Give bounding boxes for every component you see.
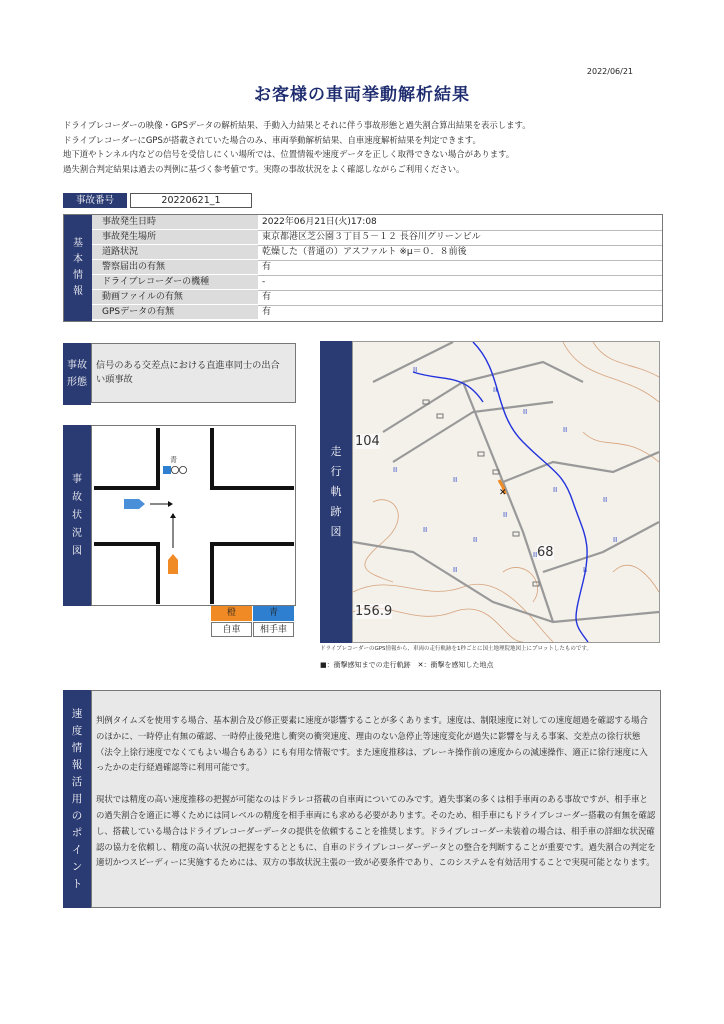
track-side-label: 走 行 軌 跡 図 xyxy=(320,341,352,643)
svg-text:II: II xyxy=(493,386,498,394)
page-title: お客様の車両挙動解析結果 xyxy=(254,85,470,105)
map-graphic xyxy=(353,342,659,642)
intersection-diagram xyxy=(92,426,295,605)
points-paragraph: 現状では精度の高い速度推移の把握が可能なのはドラレコ搭載の自車両についてのみです。過失事案の多くは相手車両のある事故ですが、相手車との過失割合を適正に導くためには同レベルの精度を相手車両にも求める必要があります。そのため、相手車にもドライブレコーダー搭載の有無を確認し、搭載している場合はドライブレコーダーデータの提供を依頼することを推奨します。ドライブレコーダー未装着の場合は、相手車の詳細な状況確認の協力を依頼し、精度の高い状況の把握をするとともに、自車のドライブレコーダーデータとの整合を判断することが重要です。過失割合の判定を適切かつスピーディーに実施するためには、双方の事故状況主張の一致が必要条件であり、このシステムを有効活用することで実現可能となります。 xyxy=(96,794,656,868)
svg-text:II: II xyxy=(473,536,478,544)
accident-diagram xyxy=(91,425,296,606)
svg-text:II: II xyxy=(553,486,558,494)
svg-text:II: II xyxy=(613,536,618,544)
svg-text:II: II xyxy=(393,466,398,474)
svg-text:II: II xyxy=(413,366,418,374)
legend-own-label: 自車 xyxy=(211,622,252,637)
info-row-police: 警察届出の有無 有 xyxy=(92,260,662,276)
report-date: 2022/06/21 xyxy=(586,67,633,76)
info-row-road: 道路状況 乾燥した（普通の）アスファルト ※μ＝０．８前後 xyxy=(92,245,662,261)
other-car-icon xyxy=(124,499,173,509)
map-elevation-label: 104 xyxy=(355,434,380,449)
info-row-recorder-model: ドライブレコーダーの機種 - xyxy=(92,275,662,291)
points-paragraph: 判例タイムズを使用する場合、基本割合及び修正要素に速度が影響することが多くあります。速度は、制限速度に対しての速度超過を確認する場合のほかに、一時停止有無の確認、一時停止後発進し衝突の衝突速度、理由のない急停止等速度変化が過失に影響を与える事案、交差点の徐行状態（法令上徐行速度でなくてもよい場合もある）にも有用な情報です。また速度推移は、ブレーキ操作前の速度からの減速操作、適正に徐行速度に入ったかの走行経過確認等に利用可能です。 xyxy=(96,715,648,773)
track-map[interactable] xyxy=(352,341,660,643)
basic-info-table xyxy=(63,214,663,322)
info-row-video: 動画ファイルの有無 有 xyxy=(92,290,662,306)
diagram-legend xyxy=(211,606,296,638)
map-note: ドライブレコーダーのGPS情報から、車両の走行軌跡を1秒ごとに国土地理院地図上にプロットしたものです。 xyxy=(320,646,592,652)
points-side-label: 速 度 情 報 活 用 の ポ イ ン ト xyxy=(63,690,91,908)
svg-text:II: II xyxy=(533,551,538,559)
svg-text:II: II xyxy=(453,566,458,574)
info-row-datetime: 事故発生日時 2022年06月21日(火)17:08 xyxy=(92,215,662,231)
svg-text:II: II xyxy=(423,526,428,534)
traffic-light-icon xyxy=(163,466,187,474)
own-car-icon xyxy=(168,513,178,574)
svg-text:II: II xyxy=(453,476,458,484)
road-corner-nw xyxy=(94,428,158,488)
legend-other-label: 相手車 xyxy=(253,622,294,637)
intro-line: 地下道やトンネル内などの信号を受信しにくい場所では、位置情報や速度データを正しく取得できない場合があります。 xyxy=(63,149,515,159)
map-legend: ■：衝撃感知までの走行軌跡 ✕：衝撃を感知した地点 xyxy=(320,661,494,669)
accident-type-side-label: 事故 形態 xyxy=(63,343,91,405)
road-corner-se xyxy=(212,544,294,604)
svg-text:II: II xyxy=(583,566,588,574)
accident-number-value: 20220621_1 xyxy=(130,193,252,208)
legend-own-color: 橙 xyxy=(211,606,252,621)
road-corner-sw xyxy=(94,544,158,604)
intro-text xyxy=(63,118,683,176)
points-text xyxy=(91,690,661,908)
diagram-side-label: 事 故 状 況 図 xyxy=(63,425,91,606)
accident-type-text: 信号のある交差点における直進車同士の出合 い頭事故 xyxy=(91,343,296,403)
info-row-gps: GPSデータの有無 有 xyxy=(92,305,662,320)
road-corner-ne xyxy=(212,428,294,488)
roads xyxy=(353,342,659,622)
vegetation-marks xyxy=(393,366,617,574)
basic-info-side-label: 基 本 情 報 xyxy=(64,215,92,321)
impact-marker: ✕ xyxy=(499,488,507,498)
accident-number-label: 事故番号 xyxy=(63,193,127,208)
map-elevation-label: 68 xyxy=(537,545,554,560)
map-elevation-label: 156.9 xyxy=(355,604,393,619)
intro-line: ドライブレコーダーにGPSが搭載されていた場合のみ、車両挙動解析結果、自車速度解析結果を判定できます。 xyxy=(63,134,481,145)
intro-line: ドライブレコーダーの映像・GPSデータの解析結果、手動入力結果とそれに伴う事故形態と過失割合算出結果を表示します。 xyxy=(63,120,531,130)
svg-text:II: II xyxy=(563,426,568,434)
signal-label: 青 xyxy=(170,456,177,464)
svg-text:II: II xyxy=(523,408,528,416)
legend-other-color: 青 xyxy=(253,606,294,621)
svg-text:II: II xyxy=(503,511,508,519)
info-row-location: 事故発生場所 東京都港区芝公園３丁目５－１２ 長谷川グリーンビル xyxy=(92,230,662,246)
intro-line: 過失割合判定結果は過去の判例に基づく参考値です。実際の事故状況をよく確認しながらご利用ください。 xyxy=(63,163,465,174)
svg-text:II: II xyxy=(603,496,608,504)
